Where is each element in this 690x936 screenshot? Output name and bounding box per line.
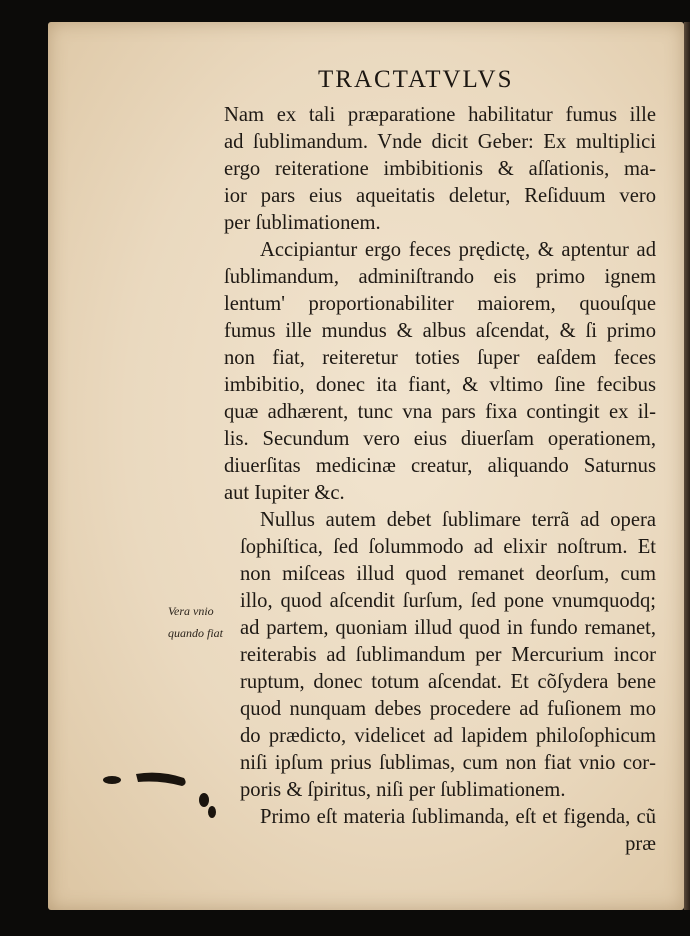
text-line: ſublimandum, adminiſtrando eis primo ignem	[224, 266, 656, 288]
text-line: ad ſublimandum. Vnde dicit Geber: Ex multiplici	[224, 131, 656, 153]
text-line: do prædicto, videlicet ad lapidem philoſophicum	[240, 725, 656, 747]
page-edge	[684, 22, 690, 910]
text-line: poris & ſpiritus, niſi per ſublimationem.	[240, 779, 566, 801]
marginal-note-line: quando fiat	[168, 626, 224, 640]
text-line: illo, quod aſcendit ſurſum, ſed pone vnumquodq;	[240, 590, 656, 612]
text-line: reiterabis ad ſublimandum per Mercurium incor	[240, 644, 656, 666]
text-line: ergo reiteratione imbibitionis & aſſationis, ma‑	[224, 158, 656, 180]
text-line: Primo eſt materia ſublimanda, eſt et figenda, cũ	[260, 806, 656, 828]
text-line: per ſublimationem.	[224, 212, 381, 234]
text-line: quod nunquam debes procedere ad fuſionem mo	[240, 698, 656, 720]
text-line: fumus ille mundus & albus aſcendat, & ſi primo	[224, 320, 656, 342]
text-line: lis. Secundum vero eius diuerſam operationem,	[224, 428, 656, 450]
text-line: Nam ex tali præparatione habilitatur fumus ille	[224, 104, 656, 126]
text-line: imbibitio, donec ita fiant, & vltimo ſine fecibus	[224, 374, 656, 396]
text-line: aut Iupiter &c.	[224, 482, 345, 504]
text-line: non miſceas illud quod remanet deorſum, cum	[240, 563, 656, 585]
text-line: non fiat, reiteretur toties ſuper eaſdem feces	[224, 347, 656, 369]
text-line: ior pars eius aqueitatis deletur, Reſiduum vero	[224, 185, 656, 207]
text-line: lentum' proportionabiliter maiorem, quouſque	[224, 293, 656, 315]
catchword: præ	[625, 833, 656, 855]
ink-blot-marks	[100, 766, 230, 826]
text-line: Nullus autem debet ſublimare terrã ad opera	[260, 509, 656, 531]
text-line: Accipiantur ergo feces prędictę, & aptentur ad	[260, 239, 656, 261]
marginal-note	[168, 600, 223, 644]
marginal-note-line: Vera vnio	[168, 604, 214, 618]
text-line: ruptum, donec totum aſcendat. Et cõſydera bene	[240, 671, 656, 693]
text-line: ſophiſtica, ſed ſolummodo ad elixir noſtrum. Et	[240, 536, 656, 558]
text-line: quæ adhærent, tunc vna pars fixa contingit ex il‑	[224, 401, 656, 423]
body-text	[224, 102, 656, 858]
text-line: ad partem, quoniam illud quod in fundo remanet,	[240, 617, 656, 639]
text-line: niſi ipſum prius ſublimas, cum non fiat vnio cor‑	[240, 752, 656, 774]
running-title: TRACTATVLVS	[318, 66, 514, 93]
text-line: diuerſitas medicinæ creatur, aliquando Saturnus	[224, 455, 656, 477]
